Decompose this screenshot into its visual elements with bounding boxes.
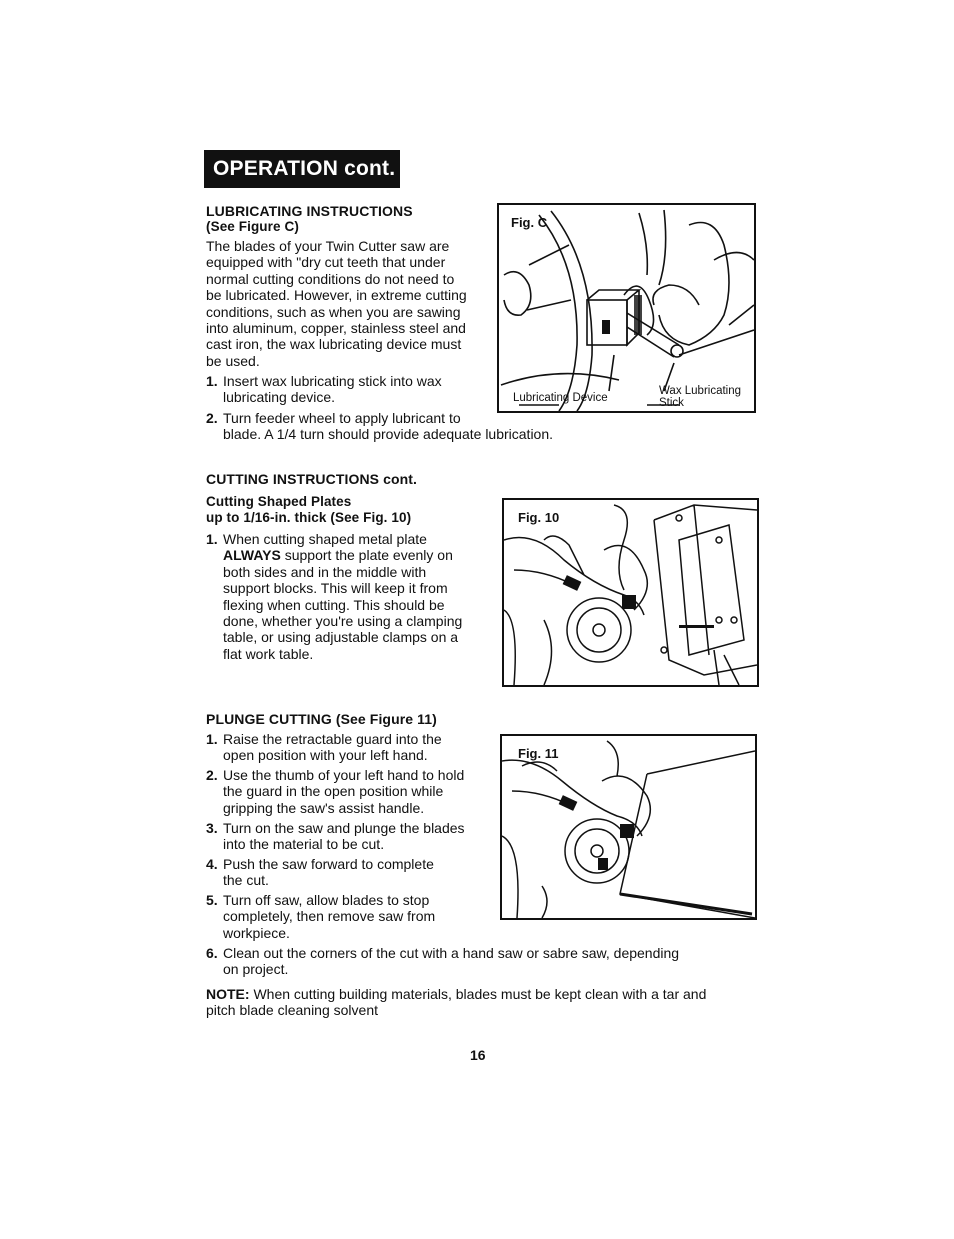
lubricating-heading: LUBRICATING INSTRUCTIONS bbox=[206, 203, 413, 219]
figure-c-illustration bbox=[499, 205, 754, 411]
step-number: 1. bbox=[206, 731, 218, 747]
figure-11-label: Fig. 11 bbox=[518, 746, 559, 761]
page-number: 16 bbox=[470, 1047, 486, 1063]
callout-wax-stick-line2: Stick bbox=[659, 397, 684, 409]
step-text: Use the thumb of your left hand to hold the guard in the open position while gripping the saw's assist handle. bbox=[223, 767, 465, 816]
step-number: 1. bbox=[206, 531, 218, 547]
cutting-heading: CUTTING INSTRUCTIONS cont. bbox=[206, 471, 418, 487]
plunge-step-5 bbox=[206, 892, 496, 941]
figure-11 bbox=[500, 734, 757, 920]
figure-c-label: Fig. C bbox=[511, 215, 548, 230]
step-text: Raise the retractable guard into the open position with your left hand. bbox=[223, 731, 442, 764]
cutting-subheading-1: Cutting Shaped Plates bbox=[206, 494, 352, 509]
note bbox=[206, 986, 746, 1019]
step-text: Clean out the corners of the cut with a hand saw or sabre saw, depending on project. bbox=[223, 945, 680, 978]
figure-10-label: Fig. 10 bbox=[518, 510, 560, 525]
step-text: Push the saw forward to complete the cut. bbox=[223, 856, 434, 889]
lubricating-subheading: (See Figure C) bbox=[206, 219, 299, 234]
note-text: When cutting building materials, blades must be kept clean with a tar and pitch blade cleaning solvent bbox=[206, 986, 707, 1019]
step-text: Turn on the saw and plunge the blades into the material to be cut. bbox=[223, 820, 465, 853]
cutting-subheading-2: up to 1/16-in. thick (See Fig. 10) bbox=[206, 510, 412, 525]
always-emphasis: ALWAYS bbox=[223, 547, 281, 564]
figure-c bbox=[497, 203, 756, 413]
plunge-step-2 bbox=[206, 767, 496, 816]
step-number: 2. bbox=[206, 410, 218, 426]
section-banner bbox=[204, 150, 400, 188]
note-label: NOTE: bbox=[206, 986, 250, 1002]
figure-11-illustration bbox=[502, 736, 755, 918]
banner-title: OPERATION cont. bbox=[213, 157, 396, 180]
cutting-step-1 bbox=[206, 531, 496, 662]
figure-10-illustration bbox=[504, 500, 757, 685]
step-number: 3. bbox=[206, 820, 218, 836]
callout-lubricating-device: Lubricating Device bbox=[513, 392, 608, 404]
plunge-step-1 bbox=[206, 731, 496, 764]
lubricating-step-2 bbox=[206, 410, 626, 443]
plunge-step-6 bbox=[206, 945, 746, 978]
figure-10 bbox=[502, 498, 759, 687]
step-rest: support the plate evenly on both sides and in the middle with support blocks. This will keep it from flexing when cutting. This should be done, whether you're using a clamping table, or using adjustable clamps on a flat work table. bbox=[223, 547, 463, 662]
step-text: Turn off saw, allow blades to stop completely, then remove saw from workpiece. bbox=[223, 892, 436, 941]
step-text bbox=[206, 531, 496, 662]
lubricating-step-1 bbox=[206, 373, 496, 406]
step-number: 5. bbox=[206, 892, 218, 908]
step-lead: When cutting shaped metal plate bbox=[223, 531, 427, 547]
step-number: 4. bbox=[206, 856, 218, 872]
step-number: 2. bbox=[206, 767, 218, 783]
step-text: Turn feeder wheel to apply lubricant to blade. A 1/4 turn should provide adequate lubrication. bbox=[223, 410, 554, 443]
callout-wax-stick-line1: Wax Lubricating bbox=[659, 385, 742, 397]
step-number: 1. bbox=[206, 373, 218, 389]
step-text: Insert wax lubricating stick into wax lubricating device. bbox=[223, 373, 442, 406]
plunge-step-4 bbox=[206, 856, 496, 889]
plunge-step-3 bbox=[206, 820, 496, 853]
lubricating-paragraph: The blades of your Twin Cutter saw are equipped with "dry cut teeth that under normal cutting conditions do not need to be lubricated. However, in extreme cutting conditions, such as when you are sawing into aluminum, copper, stainless steel and cast iron, the wax lubricating device must be used. bbox=[206, 238, 467, 369]
plunge-heading: PLUNGE CUTTING (See Figure 11) bbox=[206, 711, 437, 727]
step-number: 6. bbox=[206, 945, 218, 961]
